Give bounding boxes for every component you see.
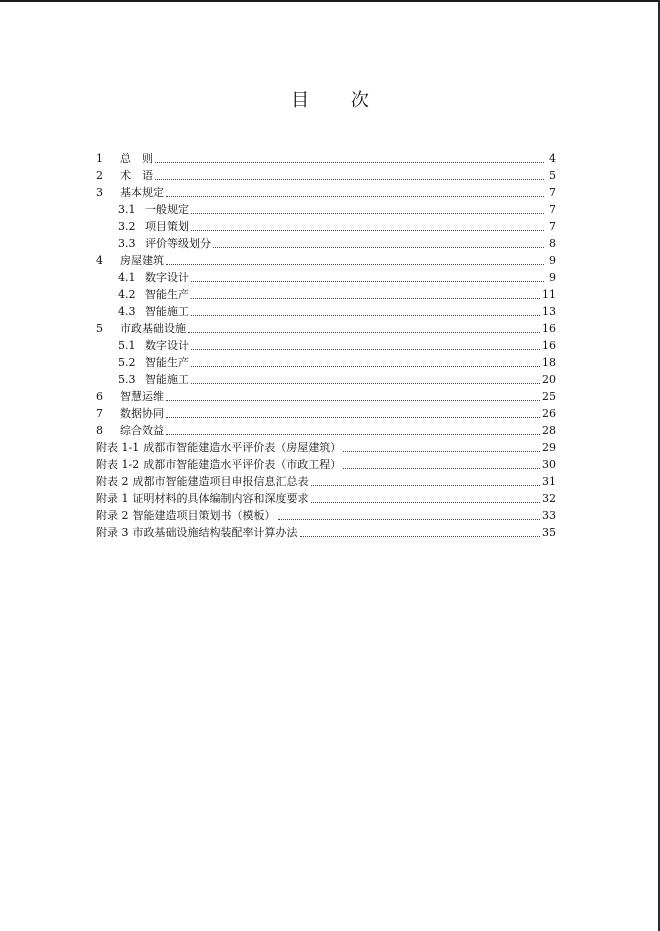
toc-entry[interactable] — [96, 252, 556, 269]
toc-entry-number: 4.3 — [118, 305, 136, 318]
toc-entry-number: 附录 1 — [96, 492, 129, 505]
toc-entry[interactable] — [96, 422, 556, 439]
toc-entry-page: 18 — [542, 356, 556, 369]
toc-entry-label: 综合效益 — [120, 424, 164, 437]
toc-entry-page: 35 — [542, 526, 556, 539]
toc-entry[interactable] — [96, 235, 556, 252]
toc-entry-label: 一般规定 — [145, 203, 189, 216]
toc-entry-label: 成都市智能建造水平评价表（市政工程） — [143, 458, 342, 471]
toc-entry[interactable] — [96, 507, 556, 524]
toc-entry-label: 智能生产 — [145, 288, 189, 301]
toc-entry-label: 术 语 — [120, 169, 153, 182]
toc-entry-page: 8 — [549, 237, 556, 250]
toc-entry-label: 智慧运维 — [120, 390, 164, 403]
toc-entry[interactable] — [96, 388, 556, 405]
toc-entry-number: 6 — [96, 390, 103, 403]
toc-entry-label: 证明材料的具体编制内容和深度要求 — [132, 492, 309, 505]
toc-entry[interactable] — [96, 201, 556, 218]
toc-entry[interactable] — [96, 269, 556, 286]
toc-entry-page: 29 — [542, 441, 556, 454]
toc-entry-number: 5.2 — [118, 356, 136, 369]
toc-entry-label: 成都市智能建造水平评价表（房屋建筑） — [143, 441, 342, 454]
toc-entry[interactable] — [96, 218, 556, 235]
toc-dot-leader — [166, 399, 540, 401]
toc-entry-number: 附录 2 — [96, 509, 129, 522]
toc-entry-page: 4 — [549, 152, 556, 165]
toc-entry-page: 31 — [542, 475, 556, 488]
toc-entry-page: 16 — [542, 339, 556, 352]
toc-dot-leader — [191, 280, 544, 282]
toc-entry-number: 4.2 — [118, 288, 136, 301]
toc-entry-page: 9 — [549, 254, 556, 267]
toc-entry-label: 总 则 — [120, 152, 153, 165]
toc-entry-page: 25 — [542, 390, 556, 403]
toc-entry-number: 附录 3 — [96, 526, 129, 539]
toc-entry-number: 5.3 — [118, 373, 136, 386]
toc-dot-leader — [300, 535, 541, 537]
toc-dot-leader — [191, 229, 544, 231]
toc-entry-page: 7 — [549, 220, 556, 233]
toc-entry-label: 市政基础设施 — [120, 322, 186, 335]
toc-entry-label: 市政基础设施结构装配率计算办法 — [132, 526, 298, 539]
toc-entry-label: 房屋建筑 — [120, 254, 164, 267]
toc-dot-leader — [166, 416, 540, 418]
toc-dot-leader — [155, 178, 544, 180]
toc-entry-label: 成都市智能建造项目申报信息汇总表 — [132, 475, 309, 488]
toc-entry-page: 11 — [542, 288, 556, 301]
toc-entry-page: 13 — [542, 305, 556, 318]
toc-entry-page: 30 — [542, 458, 556, 471]
toc-dot-leader — [213, 246, 544, 248]
toc-entry-number: 3.2 — [118, 220, 136, 233]
toc-entry[interactable] — [96, 371, 556, 388]
toc-entry-number: 附表 1-1 — [96, 441, 140, 454]
toc-entry-page: 16 — [542, 322, 556, 335]
toc-entry-number: 附表 2 — [96, 475, 129, 488]
toc-entry[interactable] — [96, 354, 556, 371]
toc-entry-number: 3.1 — [118, 203, 136, 216]
toc-entry-page: 7 — [549, 203, 556, 216]
toc-entry[interactable] — [96, 286, 556, 303]
toc-entry-page: 33 — [542, 509, 556, 522]
toc-entry-page: 5 — [549, 169, 556, 182]
toc-entry[interactable] — [96, 303, 556, 320]
toc-dot-leader — [191, 314, 540, 316]
toc-entry-number: 4.1 — [118, 271, 136, 284]
toc-entry-number: 附表 1-2 — [96, 458, 140, 471]
toc-entry[interactable] — [96, 456, 556, 473]
toc-entry-number: 1 — [96, 152, 103, 165]
toc-dot-leader — [166, 195, 544, 197]
toc-entry-page: 26 — [542, 407, 556, 420]
page-title: 目 次 — [291, 90, 387, 111]
toc-dot-leader — [155, 161, 544, 163]
toc-entry-number: 5 — [96, 322, 103, 335]
toc-entry-label: 智能施工 — [145, 305, 189, 318]
toc-entry-number: 3 — [96, 186, 103, 199]
toc-entry-label: 智能建造项目策划书（模板） — [132, 509, 276, 522]
toc-entry-label: 数字设计 — [145, 339, 189, 352]
toc-entry-page: 28 — [542, 424, 556, 437]
toc-dot-leader — [191, 297, 540, 299]
toc-entry[interactable] — [96, 439, 556, 456]
page-top-border — [0, 0, 660, 2]
toc-entry-label: 项目策划 — [145, 220, 189, 233]
toc-entry[interactable] — [96, 320, 556, 337]
toc-entry-number: 3.3 — [118, 237, 136, 250]
toc-dot-leader — [311, 484, 541, 486]
toc-entry-number: 2 — [96, 169, 103, 182]
toc-entry-page: 7 — [549, 186, 556, 199]
toc-dot-leader — [278, 518, 541, 520]
toc-dot-leader — [191, 382, 540, 384]
toc-entry-page: 9 — [549, 271, 556, 284]
toc-entry-number: 7 — [96, 407, 103, 420]
toc-dot-leader — [343, 467, 540, 469]
toc-entry-label: 数据协同 — [120, 407, 164, 420]
toc-entry[interactable] — [96, 167, 556, 184]
toc-entry-label: 数字设计 — [145, 271, 189, 284]
toc-entry[interactable] — [96, 184, 556, 201]
toc-dot-leader — [311, 501, 541, 503]
toc-dot-leader — [343, 450, 540, 452]
toc-entry[interactable] — [96, 150, 556, 167]
toc-entry-page: 32 — [542, 492, 556, 505]
toc-entry-label: 智能施工 — [145, 373, 189, 386]
toc-entry[interactable] — [96, 473, 556, 490]
toc-entry[interactable] — [96, 405, 556, 422]
toc-entry[interactable] — [96, 490, 556, 507]
toc-entry-number: 4 — [96, 254, 103, 267]
toc-dot-leader — [166, 263, 544, 265]
toc-dot-leader — [166, 433, 540, 435]
toc-entry[interactable] — [96, 337, 556, 354]
toc-dot-leader — [191, 348, 540, 350]
toc-dot-leader — [188, 331, 540, 333]
toc-entry[interactable] — [96, 524, 556, 541]
toc-dot-leader — [191, 365, 540, 367]
toc-entry-page: 20 — [542, 373, 556, 386]
toc-entry-label: 基本规定 — [120, 186, 164, 199]
toc-entry-number: 8 — [96, 424, 103, 437]
toc-entry-label: 评价等级划分 — [145, 237, 211, 250]
toc-entry-label: 智能生产 — [145, 356, 189, 369]
toc-entry-number: 5.1 — [118, 339, 136, 352]
table-of-contents — [96, 150, 556, 541]
toc-dot-leader — [191, 212, 544, 214]
